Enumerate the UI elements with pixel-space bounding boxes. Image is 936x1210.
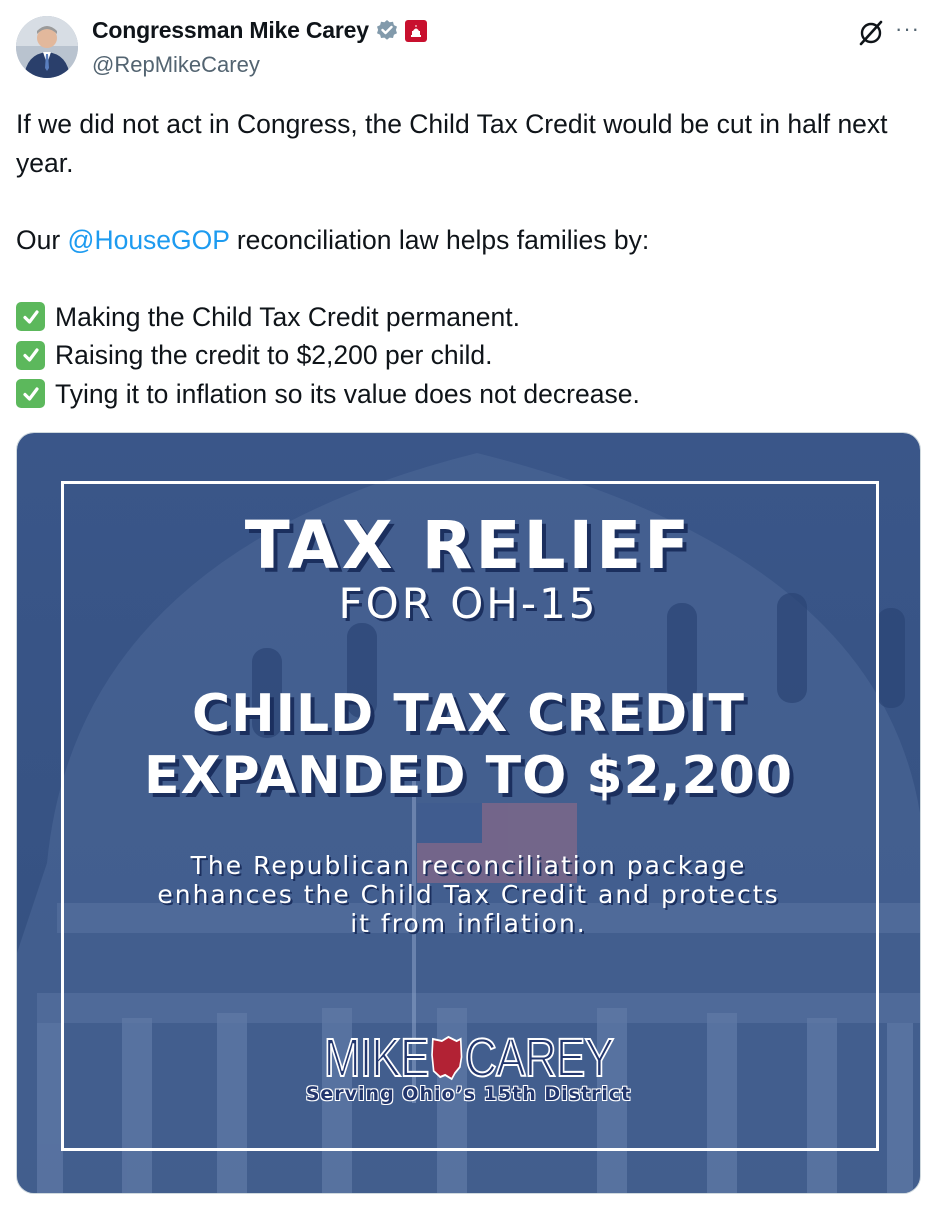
author-handle[interactable]: @RepMikeCarey	[92, 52, 260, 77]
tweet-line-1: If we did not act in Congress, the Child Tax Credit would be cut in half next year.	[16, 109, 888, 178]
capitol-affiliation-icon[interactable]	[405, 20, 427, 42]
logo-tagline: Serving Ohio’s 15th District	[305, 1083, 632, 1105]
tweet-body	[16, 105, 906, 413]
image-main-text: CHILD TAX CREDIT EXPANDED TO $2,200	[143, 684, 794, 806]
check-mark-icon	[16, 302, 45, 331]
check-mark-icon	[16, 341, 45, 370]
tweet-image[interactable]	[16, 432, 921, 1194]
bullet-item: Tying it to inflation so its value does not decrease.	[16, 375, 906, 414]
campaign-logo: MIKE CAREY Serving Ohio’s 15th District	[17, 1027, 920, 1105]
verified-badge-icon[interactable]	[375, 19, 399, 43]
ohio-state-icon	[430, 1035, 463, 1081]
bullet-item: Raising the credit to $2,200 per child.	[16, 336, 906, 375]
more-options-button[interactable]: ···	[895, 16, 920, 41]
author-name[interactable]: Congressman Mike Carey	[92, 17, 369, 43]
mention-link[interactable]: @HouseGOP	[67, 224, 230, 255]
bullet-item: Making the Child Tax Credit permanent.	[16, 298, 906, 337]
image-headline: TAX RELIEF	[244, 507, 693, 584]
tweet-header	[16, 14, 920, 82]
image-subheadline: FOR OH-15	[338, 579, 599, 628]
grok-icon[interactable]	[858, 20, 884, 46]
image-body-text: The Republican reconciliation package enhances the Child Tax Credit and protects it from inflation.	[157, 851, 780, 938]
tweet-line-2: Our @HouseGOP reconciliation law helps families by:	[16, 224, 650, 255]
avatar[interactable]	[16, 16, 78, 78]
check-mark-icon	[16, 379, 45, 408]
